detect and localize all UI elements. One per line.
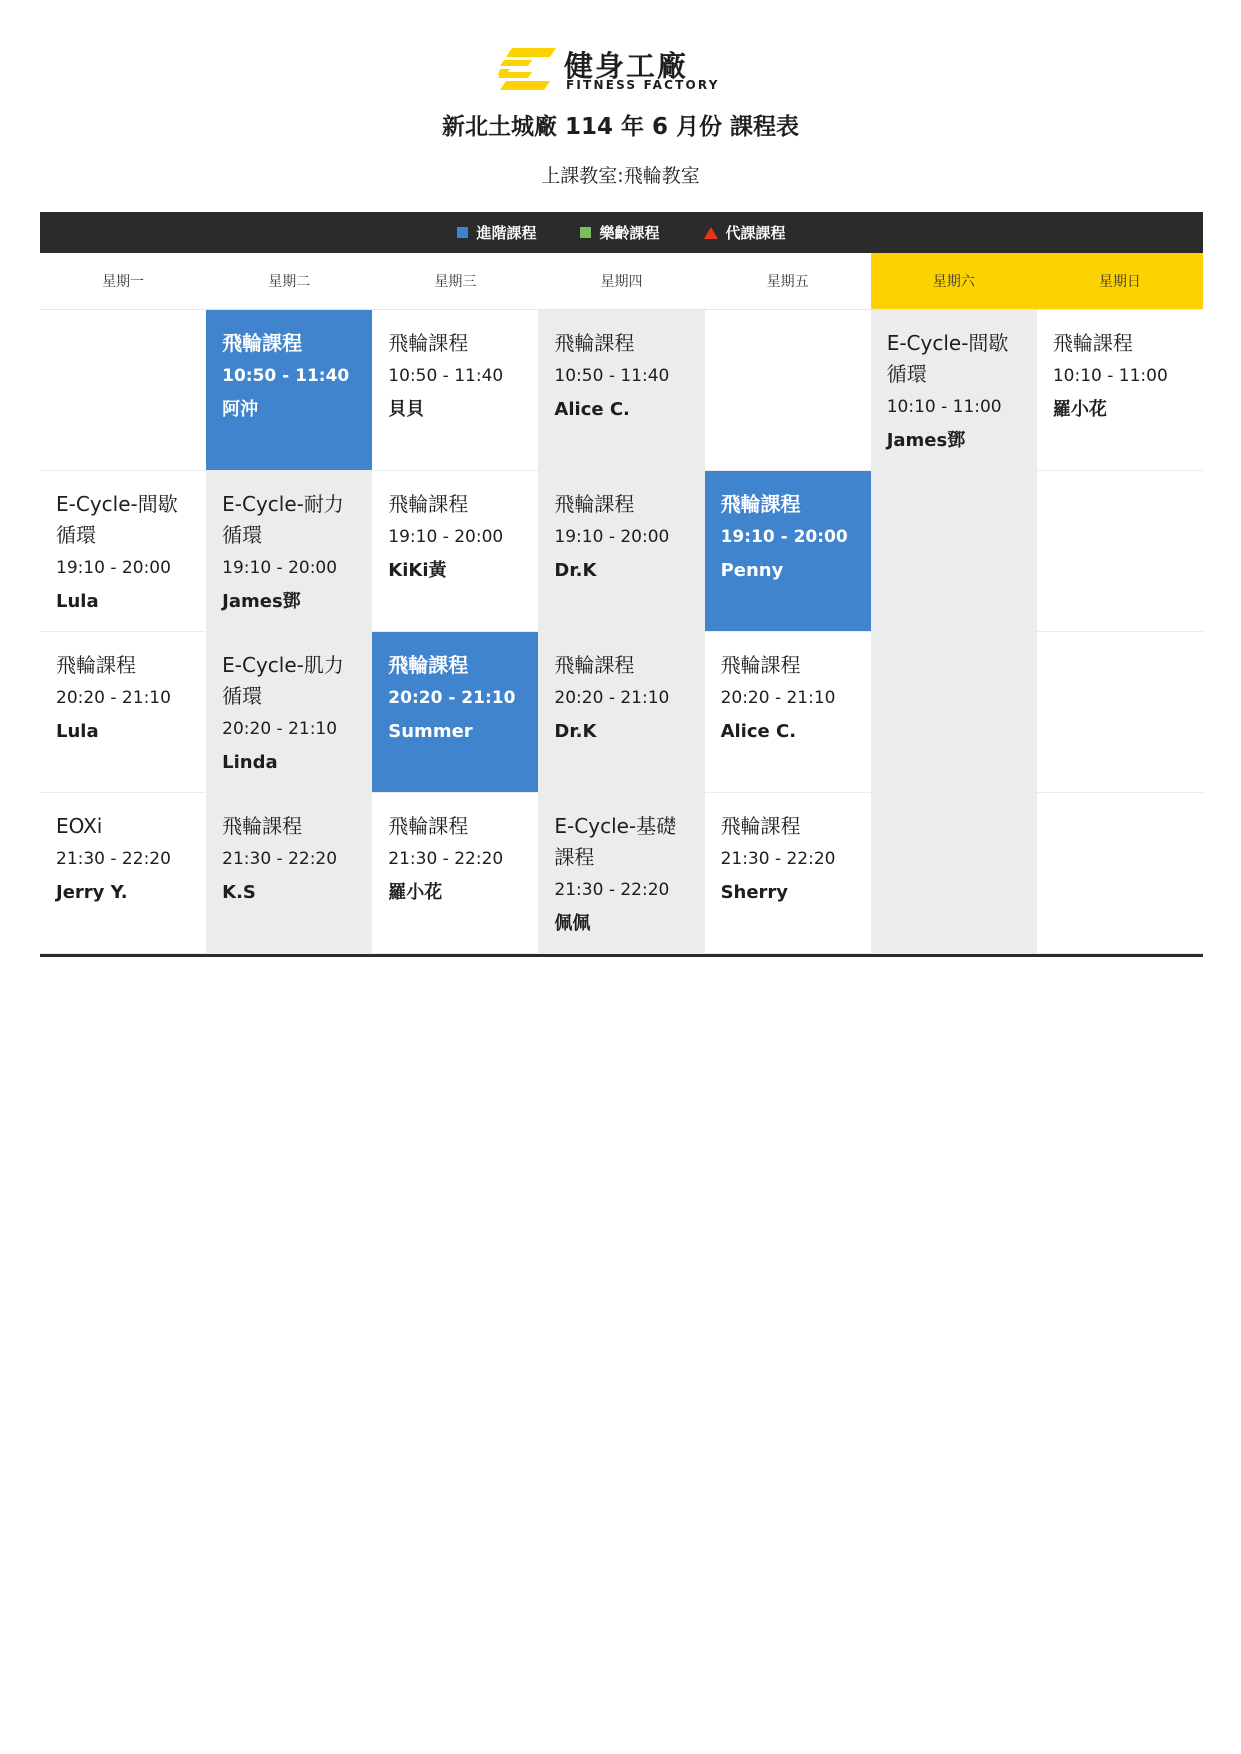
class-cell	[40, 632, 206, 793]
class-teacher: Jerry Y.	[56, 882, 128, 903]
day-header: 星期日	[1037, 253, 1203, 310]
class-teacher: Dr.K	[554, 560, 597, 581]
legend-square-icon	[457, 227, 468, 238]
class-time: 20:20 - 21:10	[720, 688, 836, 708]
class-cell	[1037, 310, 1203, 471]
class-time: 20:20 - 21:10	[388, 688, 516, 708]
empty-cell	[705, 310, 871, 471]
class-cell	[871, 310, 1037, 471]
class-time: 19:10 - 20:00	[222, 558, 338, 578]
class-name: 飛輪課程	[1052, 331, 1133, 355]
class-cell	[705, 632, 871, 793]
day-header: 星期一	[40, 253, 206, 310]
class-teacher: 羅小花	[1052, 399, 1107, 420]
class-cell	[40, 793, 206, 954]
legend-label: 代課課程	[725, 224, 786, 242]
class-time: 20:20 - 21:10	[56, 688, 171, 708]
classroom-label: 上課教室:飛輪教室	[541, 165, 700, 187]
legend-item-advanced	[457, 222, 536, 243]
day-header: 星期五	[705, 253, 871, 310]
class-name: 飛輪課程	[720, 814, 801, 838]
class-name: 飛輪課程	[720, 492, 801, 516]
class-name: 飛輪課程	[554, 492, 635, 516]
class-teacher: Dr.K	[554, 721, 597, 742]
class-name: 飛輪課程	[56, 653, 136, 677]
class-name: 飛輪課程	[388, 814, 469, 838]
class-time: 19:10 - 20:00	[554, 527, 670, 547]
class-name: E-Cycle-耐力循環	[222, 492, 344, 547]
class-teacher: KiKi黃	[388, 560, 447, 581]
class-name: EOXi	[56, 814, 103, 838]
class-cell	[372, 471, 538, 632]
class-name: 飛輪課程	[554, 331, 635, 355]
class-time: 10:10 - 11:00	[1052, 366, 1168, 386]
class-time: 20:20 - 21:10	[554, 688, 670, 708]
class-time: 21:30 - 22:20	[56, 849, 171, 869]
class-cell	[705, 793, 871, 954]
day-header: 星期六	[871, 253, 1037, 310]
class-teacher: 貝貝	[388, 399, 425, 420]
class-teacher: 羅小花	[388, 882, 443, 903]
class-teacher: 阿沖	[222, 399, 259, 420]
class-name: 飛輪課程	[388, 492, 469, 516]
class-teacher: Alice C.	[554, 399, 630, 420]
class-time: 21:30 - 22:20	[388, 849, 504, 869]
class-teacher: Summer	[388, 721, 473, 742]
page-title: 新北土城廠 114 年 6 月份 課程表	[441, 114, 800, 140]
logo-english-name: FITNESS FACTORY	[566, 78, 720, 92]
class-teacher: K.S	[222, 882, 256, 903]
empty-cell	[40, 310, 206, 471]
class-time: 21:30 - 22:20	[222, 849, 338, 869]
class-time: 21:30 - 22:20	[554, 880, 670, 900]
class-time: 10:50 - 11:40	[554, 366, 670, 386]
legend-triangle-icon	[704, 227, 718, 239]
empty-cell	[871, 793, 1037, 954]
class-cell	[705, 471, 871, 632]
class-time: 19:10 - 20:00	[56, 558, 171, 578]
empty-cell	[1037, 471, 1203, 632]
class-cell	[206, 632, 372, 793]
timetable	[40, 253, 1203, 957]
legend-item-senior	[580, 222, 659, 243]
class-name: 飛輪課程	[388, 653, 469, 677]
class-cell	[538, 632, 704, 793]
class-name: 飛輪課程	[720, 653, 801, 677]
class-teacher: Lula	[56, 721, 99, 742]
class-name: E-Cycle-肌力循環	[222, 653, 344, 708]
class-teacher: Penny	[720, 560, 784, 581]
class-name: 飛輪課程	[222, 331, 303, 355]
class-teacher: Sherry	[720, 882, 789, 903]
day-header: 星期三	[372, 253, 538, 310]
class-time: 10:50 - 11:40	[388, 366, 504, 386]
fitness-factory-logo	[498, 44, 748, 94]
class-time: 10:10 - 11:00	[886, 397, 1002, 417]
class-cell	[538, 793, 704, 954]
logo-chinese-name: 健身工廠	[564, 49, 689, 83]
class-cell	[206, 793, 372, 954]
class-name: E-Cycle-間歇循環	[886, 331, 1009, 386]
class-name: 飛輪課程	[222, 814, 303, 838]
empty-cell	[871, 632, 1037, 793]
day-header: 星期二	[206, 253, 372, 310]
class-time: 20:20 - 21:10	[222, 719, 338, 739]
class-time: 21:30 - 22:20	[720, 849, 836, 869]
class-cell	[206, 310, 372, 471]
legend-label: 進階課程	[476, 224, 537, 242]
day-header: 星期四	[538, 253, 704, 310]
class-teacher: 佩佩	[554, 913, 591, 934]
class-cell	[538, 471, 704, 632]
legend-square-icon	[580, 227, 591, 238]
legend-bar	[40, 212, 1203, 253]
class-teacher: Alice C.	[720, 721, 797, 742]
class-name: E-Cycle-基礎課程	[554, 814, 677, 869]
class-teacher: James鄧	[222, 591, 301, 612]
class-cell	[206, 471, 372, 632]
class-teacher: Linda	[222, 752, 278, 773]
class-cell	[372, 310, 538, 471]
class-cell	[538, 310, 704, 471]
empty-cell	[1037, 632, 1203, 793]
empty-cell	[871, 471, 1037, 632]
logo-mark-icon	[498, 48, 556, 90]
class-name: 飛輪課程	[554, 653, 635, 677]
empty-cell	[1037, 793, 1203, 954]
class-time: 19:10 - 20:00	[388, 527, 504, 547]
class-name: 飛輪課程	[388, 331, 469, 355]
legend-label: 樂齡課程	[599, 224, 660, 242]
class-cell	[40, 471, 206, 632]
class-teacher: Lula	[56, 591, 99, 612]
legend-item-substitute	[704, 222, 786, 243]
class-time: 19:10 - 20:00	[720, 527, 848, 547]
class-cell	[372, 632, 538, 793]
class-name: E-Cycle-間歇循環	[56, 492, 178, 547]
class-teacher: James鄧	[886, 430, 966, 451]
class-time: 10:50 - 11:40	[222, 366, 350, 386]
class-cell	[372, 793, 538, 954]
